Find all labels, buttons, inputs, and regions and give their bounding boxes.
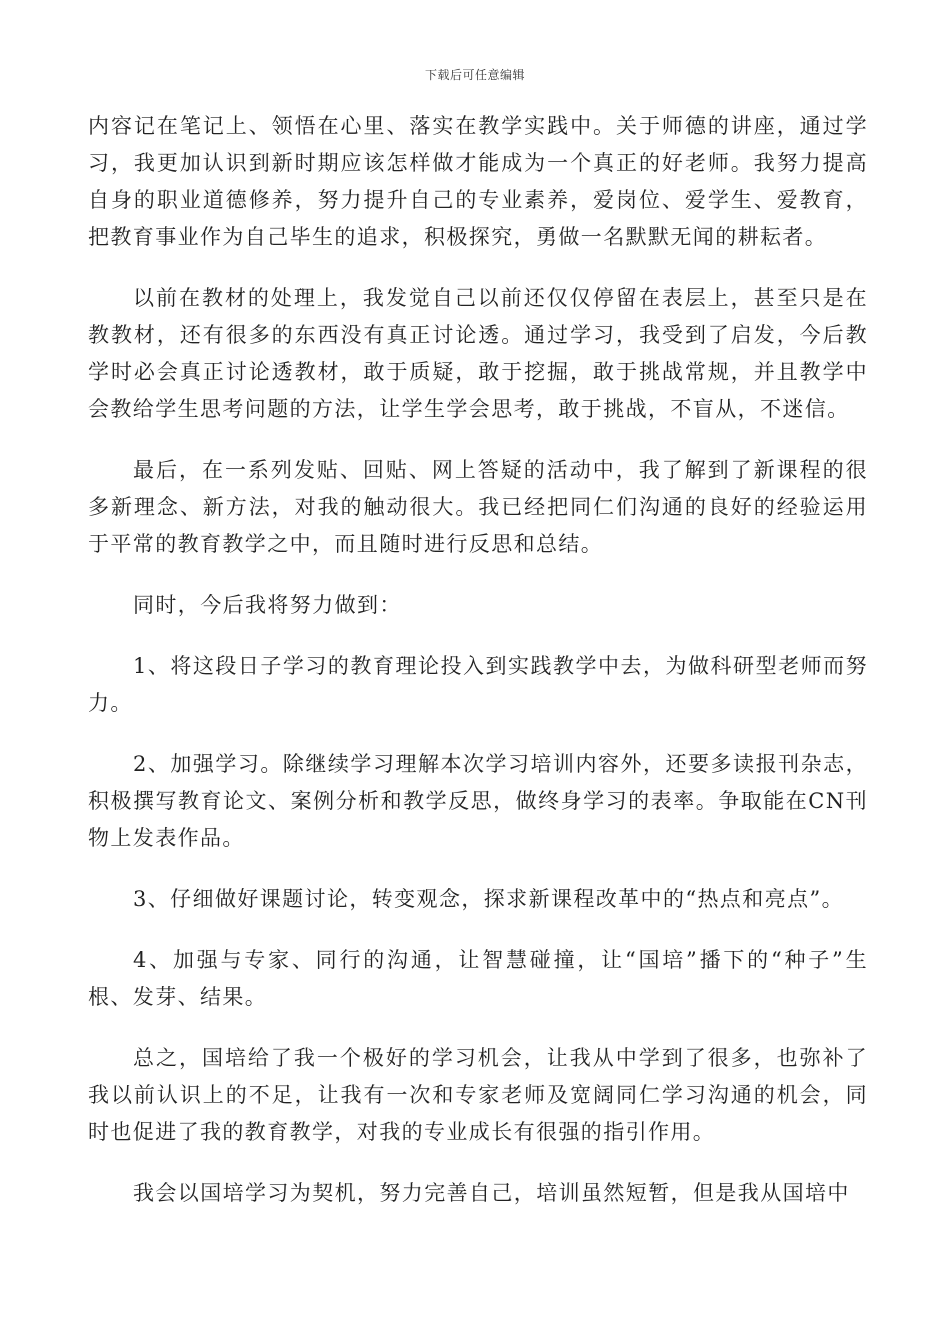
- paragraph-closing: 我会以国培学习为契机，努力完善自己，培训虽然短暂，但是我从国培中: [133, 1181, 850, 1205]
- paragraph-textbook-handling: 以前在教材的处理上，我发觉自己以前还仅仅停留在表层上，甚至只是在教教材，还有很多的东西没有真正讨论透。通过学习，我受到了启发，今后教学时必会真正讨论透教材，敢于质疑，敢于挖掘，敢于挑战常规，并且教学中会教给学生思考问题的方法，让学生学会思考，敢于挑战，不盲从，不迷信。: [88, 286, 868, 421]
- list-item-3: 3、仔细做好课题讨论，转变观念，探求新课程改革中的“热点和亮点”。: [133, 887, 845, 911]
- paragraph-continuation: 内容记在笔记上、领悟在心里、落实在教学实践中。关于师德的讲座，通过学习，我更加认识到新时期应该怎样做才能成为一个真正的好老师。我努力提高自身的职业道德修养，努力提升自己的专业素养，爱岗位、爱学生、爱教育，把教育事业作为自己毕生的追求，积极探究，勇做一名默默无闻的耕耘者。: [88, 114, 868, 249]
- page-header: 下载后可任意编辑: [424, 68, 525, 82]
- document-body: [88, 108, 868, 1236]
- paragraph-summary: 总之，国培给了我一个极好的学习机会，让我从中学到了很多，也弥补了我以前认识上的不足，让我有一次和专家老师及宽阔同仁学习沟通的机会，同时也促进了我的教育教学，对我的专业成长有很强的指引作用。: [88, 1046, 868, 1144]
- list-item-1: 1、将这段日子学习的教育理论投入到实践教学中去，为做科研型老师而努力。: [88, 654, 868, 715]
- list-item-4: 4、加强与专家、同行的沟通，让智慧碰撞，让“国培”播下的“种子”生根、发芽、结果。: [88, 948, 868, 1009]
- list-item-2: 2、加强学习。除继续学习理解本次学习培训内容外，还要多读报刊杂志，积极撰写教育论文、案例分析和教学反思，做终身学习的表率。争取能在CN刊物上发表作品。: [88, 752, 868, 850]
- paragraph-online-activities: 最后，在一系列发贴、回贴、网上答疑的活动中，我了解到了新课程的很多新理念、新方法，对我的触动很大。我已经把同仁们沟通的良好的经验运用于平常的教育教学之中，而且随时进行反思和总结。: [88, 458, 868, 556]
- paragraph-future-intro: 同时，今后我将努力做到：: [133, 593, 402, 617]
